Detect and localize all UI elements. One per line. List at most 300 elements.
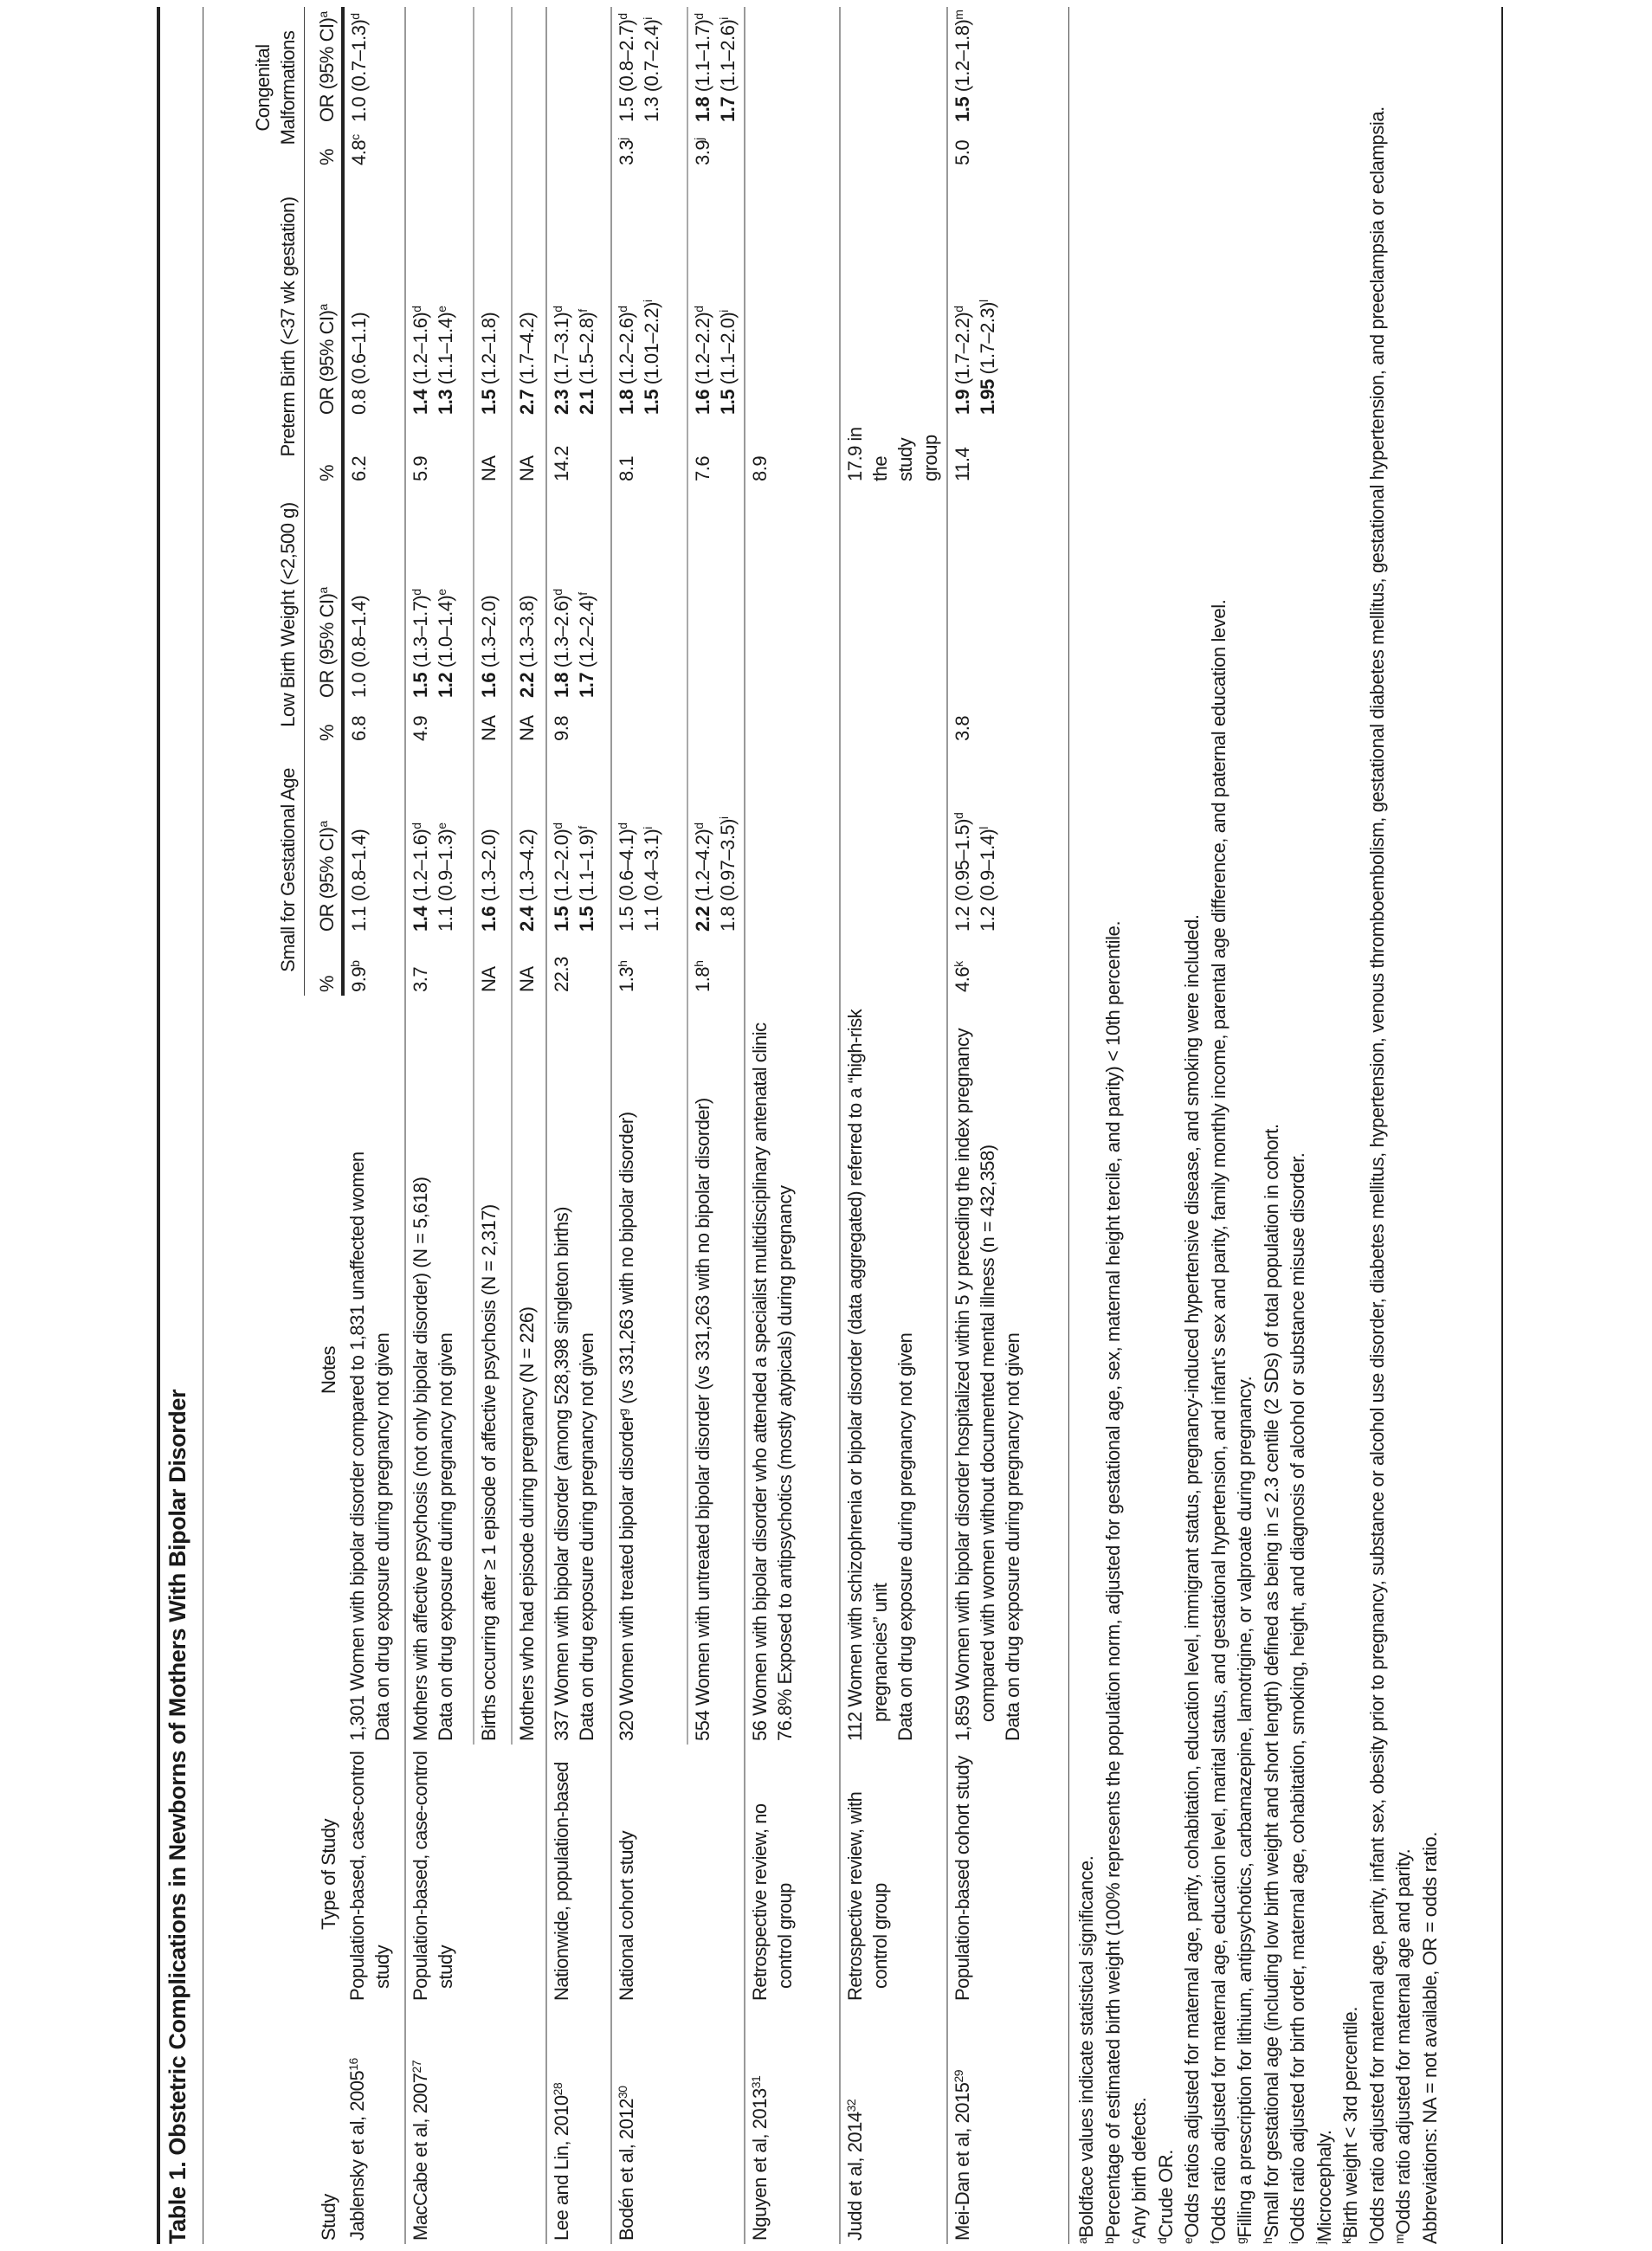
notes-cell	[611, 996, 687, 1745]
lbw-odds-ratio	[687, 485, 745, 701]
note-text: 320 Women with treated bipolar disorder	[616, 1415, 637, 1741]
percent-value: 11.4	[952, 447, 973, 481]
confidence-interval: (1.2–1.8)	[952, 19, 973, 97]
confidence-interval: (0.6–4.1)	[616, 829, 637, 906]
odds-ratio-value: 1.5	[616, 96, 637, 122]
odds-ratio-value: 2.2	[516, 672, 538, 698]
odds-ratio-line	[639, 10, 664, 122]
odds-ratio-value: 1.7	[576, 672, 597, 698]
footnote-mark: e	[1181, 2237, 1195, 2244]
footnote-mark: i	[641, 827, 655, 829]
table-row	[840, 7, 947, 2244]
footnote-mark: j	[1313, 2241, 1327, 2244]
odds-ratio-line	[614, 172, 639, 415]
confidence-interval: (1.2–4.2)	[692, 829, 713, 906]
odds-ratio-line	[574, 748, 599, 932]
footnote	[1259, 7, 1286, 2244]
ptb-percent	[474, 418, 512, 485]
confidence-interval: (1.2–1.6)	[410, 312, 431, 390]
study-name: Bodén et al, 2012	[616, 2099, 637, 2241]
confidence-interval: (1.2–1.8)	[478, 312, 500, 390]
footnote-mark: i	[717, 310, 731, 313]
sga-odds-ratio	[512, 745, 546, 935]
footnote-mark: h	[616, 960, 629, 967]
odds-ratio-value: 1.8	[692, 96, 713, 122]
odds-ratio-line	[950, 172, 975, 415]
confidence-interval: (0.8–1.4)	[348, 595, 370, 673]
lbw-odds-ratio	[611, 485, 687, 701]
odds-ratio-line	[690, 172, 715, 415]
ptb-percent	[343, 418, 405, 485]
lbw-percent	[947, 701, 1068, 745]
odds-ratio-line	[476, 488, 501, 698]
study-type	[947, 1745, 1068, 2004]
odds-ratio-line	[950, 748, 975, 932]
odds-ratio-value: 1.3	[435, 389, 456, 415]
odds-ratio-value: 1.4	[410, 389, 431, 415]
reference-number: 27	[410, 2060, 423, 2074]
notes-cell	[840, 996, 947, 1745]
confidence-interval: (1.1–2.0)	[717, 312, 739, 390]
cm-percent	[546, 126, 611, 169]
odds-ratio-line	[690, 10, 715, 122]
note-line: Data on drug exposure during pregnancy not given	[1002, 1332, 1023, 1741]
notes-cell	[546, 996, 611, 1745]
confidence-interval: (0.4–3.1)	[641, 829, 662, 906]
footnote	[1338, 7, 1365, 2244]
header-notes: Notes	[318, 1346, 339, 1394]
sga-odds-ratio	[687, 745, 745, 935]
odds-ratio-value: 1.1	[435, 906, 456, 932]
footnote-mark: a	[316, 304, 330, 311]
odds-ratio-value: 1.0	[348, 96, 370, 122]
odds-ratio-value: 1.6	[478, 906, 500, 932]
footnote-text: Odds ratio adjusted for maternal age, parity, infant sex, obesity prior to pregnancy, substance or alcohol use disorder, diabetes mellitus, hypertension, venous thromboembolism, gestational diabetes mellitus, gestational hypertension, and preeclampsia or eclampsia.	[1365, 106, 1388, 2242]
percent-value: 14.2	[551, 446, 572, 481]
odds-ratio-value: 1.5	[551, 906, 572, 932]
reference-number: 28	[551, 2082, 565, 2096]
notes-cell	[474, 996, 512, 1745]
confidence-interval: (1.3–3.8)	[516, 595, 538, 673]
footnote-mark: j	[616, 138, 629, 140]
lbw-percent	[745, 701, 840, 745]
percent-value: 5.9	[410, 455, 431, 481]
confidence-interval: (0.8–2.7)	[616, 19, 637, 97]
footnote-mark: d	[1154, 2237, 1169, 2244]
confidence-interval: (1.3–2.6)	[551, 595, 572, 673]
odds-ratio-line	[433, 748, 458, 932]
or-label: OR (95% CI)	[316, 17, 338, 122]
note-line: 56 Women with bipolar disorder who attended a specialist multidisciplinary antenatal clinic	[749, 1022, 771, 1741]
footnote-mark: d	[551, 306, 565, 313]
footnote	[1417, 7, 1444, 2244]
footnote-text: Microcephaly.	[1313, 2130, 1335, 2242]
odds-ratio-line	[950, 10, 975, 122]
odds-ratio-value: 1.9	[952, 389, 973, 415]
lbw-percent	[687, 701, 745, 745]
ptb-odds-ratio	[512, 169, 546, 418]
header-sga-pct: %	[304, 935, 343, 996]
odds-ratio-value: 1.5	[478, 389, 500, 415]
cm-percent	[947, 126, 1068, 169]
cm-odds-ratio	[687, 7, 745, 126]
study-type-text: National cohort study	[616, 1830, 637, 2001]
footnote-mark: e	[435, 589, 448, 596]
footnote-mark: d	[616, 822, 629, 829]
header-lbw-pct: %	[304, 701, 343, 745]
odds-ratio-value: 1.5	[717, 389, 739, 415]
sga-percent	[947, 935, 1068, 996]
sga-odds-ratio	[343, 745, 405, 935]
sga-odds-ratio	[474, 745, 512, 935]
confidence-interval: (1.3–2.0)	[478, 595, 500, 673]
ptb-percent	[947, 418, 1068, 485]
footnote-mark: c	[1128, 2238, 1142, 2244]
percent-value: 4.6	[952, 966, 973, 992]
footnote-text: Odds ratio adjusted for maternal age, education level, marital status, and gestational hypertension, and infant’s sex and parity, family monthly income, parental age difference, and paternal education level.	[1207, 599, 1229, 2241]
confidence-interval: (1.3–1.7)	[410, 595, 431, 673]
ptb-percent	[405, 418, 474, 485]
odds-ratio-line	[975, 748, 1000, 932]
note-line: Data on drug exposure during pregnancy not given	[576, 1332, 597, 1741]
ptb-odds-ratio	[405, 169, 474, 418]
study-type-text: Nationwide, population-based	[551, 1762, 572, 2001]
cm-odds-ratio	[343, 7, 405, 126]
confidence-interval: (0.8–1.4)	[348, 829, 370, 906]
sga-odds-ratio	[745, 745, 840, 935]
footnote-mark: c	[348, 134, 362, 140]
study-name: Mei-Dan et al, 2015	[952, 2082, 973, 2241]
study-name: Nguyen et al, 2013	[749, 2088, 771, 2241]
footnote-mark: d	[952, 306, 965, 313]
notes-cell	[745, 996, 840, 1745]
confidence-interval: (0.6–1.1)	[348, 312, 370, 390]
percent-value: 7.6	[692, 455, 713, 481]
footnote-mark: l	[977, 827, 991, 829]
footnote-rule	[1068, 7, 1069, 2244]
odds-ratio-line	[639, 172, 664, 415]
percent-value: 1.3	[616, 966, 637, 992]
odds-ratio-line	[614, 748, 639, 932]
cm-odds-ratio	[512, 7, 546, 126]
odds-ratio-line	[549, 748, 574, 932]
confidence-interval: (1.2–1.6)	[410, 829, 431, 906]
sga-percent	[343, 935, 405, 996]
header-lbw: Low Birth Weight (<2,500 g)	[204, 485, 304, 745]
odds-ratio-line	[715, 748, 740, 932]
cm-percent	[840, 126, 947, 169]
reference-number: 29	[952, 2069, 965, 2083]
study-type-text: Population-based cohort study	[952, 1756, 973, 2001]
footnote-mark: d	[551, 589, 565, 596]
footnote-text: Odds ratio adjusted for birth order, maternal age, cohabitation, smoking, height, and diagnosis of alcohol or substance misuse disorder.	[1287, 1152, 1308, 2242]
lbw-odds-ratio	[474, 485, 512, 701]
percent-value: 4.9	[410, 715, 431, 741]
odds-ratio-line	[408, 172, 433, 415]
odds-ratio-value: 1.6	[692, 389, 713, 415]
ptb-percent	[745, 418, 840, 485]
footnote-mark: d	[348, 13, 362, 20]
percent-value: NA	[516, 455, 538, 481]
table-row	[745, 7, 840, 2244]
footnote-mark: e	[435, 306, 448, 313]
percent-value: NA	[516, 715, 538, 741]
header-cm-pct: %	[304, 126, 343, 169]
cm-percent	[512, 126, 546, 169]
ptb-odds-ratio	[343, 169, 405, 418]
study-name: Lee and Lin, 2010	[551, 2095, 572, 2241]
cm-odds-ratio	[611, 7, 687, 126]
footnote-mark: i	[717, 17, 731, 20]
odds-ratio-line	[346, 748, 371, 932]
odds-ratio-value: 2.4	[516, 906, 538, 932]
lbw-odds-ratio	[947, 485, 1068, 701]
cm-odds-ratio	[947, 7, 1068, 126]
odds-ratio-line	[574, 488, 599, 698]
cm-odds-ratio	[474, 7, 512, 126]
odds-ratio-value: 1.5	[952, 96, 973, 122]
percent-value: NA	[516, 966, 538, 992]
confidence-interval: (1.2–2.0)	[551, 829, 572, 906]
confidence-interval: (0.9–1.4)	[977, 829, 998, 906]
note-line: Mothers who had episode during pregnancy (N = 226)	[516, 1306, 538, 1741]
notes-cell	[687, 996, 745, 1745]
lbw-odds-ratio	[343, 485, 405, 701]
or-label: OR (95% CI)	[316, 310, 338, 415]
odds-ratio-line	[514, 748, 539, 932]
odds-ratio-value: 1.2	[977, 906, 998, 932]
bottom-rule	[1501, 7, 1503, 2244]
cm-percent	[687, 126, 745, 169]
confidence-interval: (1.7–3.1)	[551, 312, 572, 390]
footnote-text: Odds ratio adjusted for maternal age and parity.	[1392, 1848, 1414, 2235]
confidence-interval: (0.7–2.4)	[641, 19, 662, 97]
note-line: Births occurring after ≥ 1 episode of affective psychosis (N = 2,317)	[478, 1204, 500, 1741]
study-cell	[546, 2004, 611, 2244]
note-line: 76.8% Exposed to antipsychotics (mostly atypicals) during pregnancy	[774, 1185, 796, 1741]
study-cell	[611, 2004, 745, 2244]
footnote-text: Odds ratios adjusted for maternal age, parity, cohabitation, education level, immigrant status, pregnancy-induced hypertensive disease, and smoking were included.	[1181, 914, 1203, 2238]
study-name: Judd et al, 2014	[844, 2112, 866, 2241]
odds-ratio-line	[433, 172, 458, 415]
header-ptb: Preterm Birth (<37 wk gestation)	[204, 169, 304, 485]
odds-ratio-line	[715, 172, 740, 415]
footnote-mark: a	[1075, 2237, 1089, 2244]
cm-odds-ratio	[840, 7, 947, 126]
odds-ratio-value: 1.3	[641, 96, 662, 122]
footnote	[1232, 7, 1259, 2244]
notes-cell	[947, 996, 1068, 1745]
percent-value: 6.2	[348, 455, 370, 481]
footnote-text: Any birth defects.	[1128, 2097, 1150, 2239]
header-ptb-or	[304, 169, 343, 418]
ptb-odds-ratio	[947, 169, 1068, 418]
table-row	[343, 7, 405, 2244]
note-line: Data on drug exposure during pregnancy not given	[371, 1332, 393, 1741]
percent-value: 22.3	[551, 957, 572, 992]
note-line: Mothers with affective psychosis (not only bipolar disorder) (N = 5,618)	[410, 1177, 431, 1741]
ptb-odds-ratio	[474, 169, 512, 418]
confidence-interval: (1.1–1.4)	[435, 312, 456, 390]
footnote	[1100, 7, 1127, 2244]
footnotes	[1074, 7, 1443, 2244]
study-type	[840, 1745, 947, 2004]
odds-ratio-value: 1.1	[641, 906, 662, 932]
notes-cell	[405, 996, 474, 1745]
odds-ratio-value: 2.2	[692, 906, 713, 932]
header-cm: Congenital Malformations	[204, 7, 304, 169]
table-title: Table 1. Obstetric Complications in Newborns of Mothers With Bipolar Disorder	[165, 1389, 190, 2244]
sga-percent	[611, 935, 687, 996]
confidence-interval: (0.97–3.5)	[717, 819, 739, 906]
footnote-text: Abbreviations: NA = not available, OR = odds ratio.	[1418, 1831, 1441, 2244]
odds-ratio-line	[715, 10, 740, 122]
notes-cell	[343, 996, 405, 1745]
footnote-mark: f	[576, 826, 590, 829]
confidence-interval: (1.2–2.6)	[616, 312, 637, 390]
note-line: 337 Women with bipolar disorder (among 528,398 singleton births)	[551, 1207, 572, 1741]
odds-ratio-line	[346, 488, 371, 698]
odds-ratio-value: 1.95	[977, 379, 998, 415]
percent-value: 3.3	[616, 139, 637, 165]
confidence-interval: (0.7–1.3)	[348, 19, 370, 97]
study-type	[343, 1745, 405, 2004]
footnote-mark: d	[692, 822, 706, 829]
footnote-mark: i	[641, 300, 655, 302]
confidence-interval: (1.5–2.8)	[576, 312, 597, 390]
footnote	[1206, 7, 1233, 2244]
ptb-percent	[512, 418, 546, 485]
cm-percent	[343, 126, 405, 169]
study-name: MacCabe et al, 2007	[410, 2073, 431, 2241]
lbw-percent	[405, 701, 474, 745]
study-type	[745, 1745, 840, 2004]
odds-ratio-line	[476, 748, 501, 932]
footnote	[1074, 7, 1100, 2244]
ptb-odds-ratio	[611, 169, 687, 418]
footnote-mark: f	[576, 309, 590, 313]
footnote-mark: d	[616, 306, 629, 313]
study-cell	[405, 2004, 546, 2244]
ptb-percent	[687, 418, 745, 485]
note-line: Data on drug exposure during pregnancy not given	[435, 1332, 456, 1741]
study-cell	[840, 2004, 947, 2244]
confidence-interval: (1.7–4.2)	[516, 312, 538, 390]
footnote-mark: d	[410, 822, 423, 829]
reference-number: 31	[749, 2075, 763, 2089]
ptb-percent	[611, 418, 687, 485]
odds-ratio-line	[574, 172, 599, 415]
header-cm-or	[304, 7, 343, 126]
odds-ratio-line	[690, 748, 715, 932]
footnote-mark: d	[952, 812, 965, 819]
sga-percent	[405, 935, 474, 996]
lbw-odds-ratio	[546, 485, 611, 701]
study-type-text: Retrospective review, no control group	[749, 1803, 796, 2001]
sga-odds-ratio	[405, 745, 474, 935]
odds-ratio-value: 1.8	[717, 906, 739, 932]
note-line: 112 Women with schizophrenia or bipolar disorder (data aggregated) referred to a “high-risk pregnancies” unit	[844, 1009, 891, 1741]
odds-ratio-value: 1.2	[952, 906, 973, 932]
study-cell	[745, 2004, 840, 2244]
cm-odds-ratio	[405, 7, 474, 126]
table-row	[947, 7, 1068, 2244]
footnote-mark: i	[641, 17, 655, 20]
percent-value: NA	[478, 715, 500, 741]
odds-ratio-value: 0.8	[348, 389, 370, 415]
odds-ratio-line	[514, 488, 539, 698]
sga-percent	[687, 935, 745, 996]
footnote	[1153, 7, 1180, 2244]
cm-odds-ratio	[745, 7, 840, 126]
complications-table	[204, 7, 1068, 2244]
or-label: OR (95% CI)	[316, 827, 338, 932]
odds-ratio-value: 2.1	[576, 389, 597, 415]
footnote-mark: f	[576, 592, 590, 596]
confidence-interval: (1.3–4.2)	[516, 829, 538, 906]
lbw-odds-ratio	[840, 485, 947, 701]
header-ptb-pct: %	[304, 418, 343, 485]
cm-percent	[745, 126, 840, 169]
top-rule	[157, 7, 160, 2244]
footnote-mark: l	[1365, 2241, 1380, 2244]
odds-ratio-line	[975, 172, 1000, 415]
lbw-odds-ratio	[405, 485, 474, 701]
sga-percent	[474, 935, 512, 996]
footnote-mark: b	[348, 960, 362, 967]
sga-percent	[546, 935, 611, 996]
percent-value: 8.1	[616, 455, 637, 481]
odds-ratio-value: 1.0	[348, 672, 370, 698]
confidence-interval: (1.7–2.2)	[952, 312, 973, 390]
odds-ratio-value: 1.8	[616, 389, 637, 415]
odds-ratio-value: 1.1	[348, 906, 370, 932]
study-cell	[947, 2004, 1068, 2244]
odds-ratio-value: 1.2	[435, 672, 456, 698]
lbw-odds-ratio	[745, 485, 840, 701]
note-line: 554 Women with untreated bipolar disorder (vs 331,263 with no bipolar disorder)	[692, 1098, 713, 1741]
footnote-mark: m	[1392, 2234, 1406, 2244]
sga-percent	[840, 935, 947, 996]
note-line: Data on drug exposure during pregnancy not given	[894, 1332, 916, 1741]
header-sga-or	[304, 745, 343, 935]
percent-value: 3.8	[952, 715, 973, 741]
percent-value: 9.8	[551, 715, 572, 741]
odds-ratio-value: 1.5	[410, 672, 431, 698]
study-cell	[343, 2004, 405, 2244]
confidence-interval: (0.95–1.5)	[952, 819, 973, 906]
percent-value: 17.9 in the study group	[844, 427, 941, 481]
odds-ratio-line	[514, 172, 539, 415]
footnote-mark: d	[692, 13, 706, 20]
footnote-mark: d	[410, 306, 423, 313]
study-type-text: Population-based, case-control study	[410, 1751, 456, 2001]
footnote-text: Filling a prescription for lithium, antipsychotics, carbamazepine, lamotrigine, or valproate during pregnancy.	[1234, 1376, 1255, 2238]
percent-value: 3.7	[410, 966, 431, 992]
note-text: (vs 331,263 with no bipolar disorder)	[616, 1112, 637, 1409]
header-lbw-or	[304, 485, 343, 701]
footnote	[1312, 7, 1339, 2244]
footnote-mark: g	[1234, 2237, 1248, 2244]
footnote-text: Small for gestational age (including low birth weight and short length) defined as being in ≤ 2.3 centile (2 SDs) of total population in cohort.	[1260, 1124, 1282, 2238]
odds-ratio-line	[549, 488, 574, 698]
footnote-mark: i	[717, 816, 731, 819]
ptb-odds-ratio	[546, 169, 611, 418]
footnote-mark: e	[435, 822, 448, 829]
footnote-text: Percentage of estimated birth weight (100% represents the population norm, adjusted for gestational age, sex, maternal height tercile, and parity) < 10th percentile.	[1101, 920, 1124, 2238]
footnote	[1285, 7, 1312, 2244]
percent-value: NA	[478, 455, 500, 481]
